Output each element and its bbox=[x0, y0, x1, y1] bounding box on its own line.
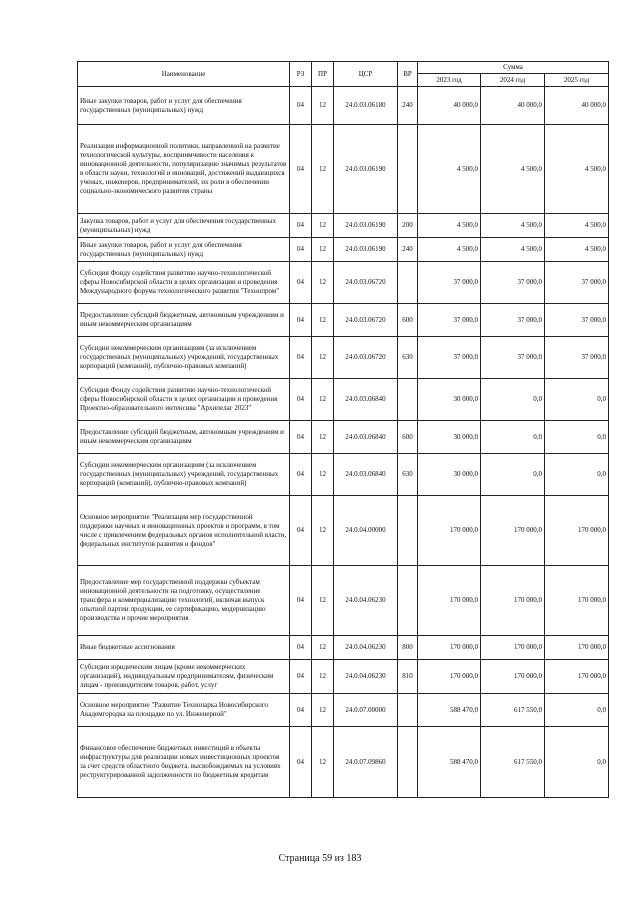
cell-rz: 04 bbox=[290, 379, 312, 421]
cell-vr: 810 bbox=[398, 660, 418, 694]
cell-2023: 30 000,0 bbox=[418, 454, 481, 496]
cell-2025: 0,0 bbox=[545, 421, 609, 454]
cell-rz: 04 bbox=[290, 125, 312, 214]
cell-csr: 24.0.03.06190 bbox=[334, 125, 398, 214]
cell-2025: 37 000,0 bbox=[545, 304, 609, 337]
cell-2024: 4 500,0 bbox=[481, 125, 545, 214]
cell-2023: 30 000,0 bbox=[418, 421, 481, 454]
cell-vr bbox=[398, 379, 418, 421]
cell-csr: 24.0.04.00000 bbox=[334, 496, 398, 566]
cell-2024: 40 000,0 bbox=[481, 87, 545, 125]
cell-csr: 24.0.03.06190 bbox=[334, 214, 398, 238]
cell-name: Иные закупки товаров, работ и услуг для обеспечения государственных (муниципальных) нужд bbox=[78, 87, 290, 125]
cell-name: Предоставление мер государственной поддержки субъектам инновационной деятельности на подготовку, осуществление трансфера и коммерциализацию технологий, включая выпуск опытной партии продукции, ее сертификацию, модернизацию производства и прочие мероприятия bbox=[78, 566, 290, 636]
header-pr: ПР bbox=[312, 62, 334, 87]
table-row bbox=[78, 238, 609, 262]
header-name: Наименование bbox=[78, 62, 290, 87]
cell-2023: 40 000,0 bbox=[418, 87, 481, 125]
cell-pr: 12 bbox=[312, 214, 334, 238]
cell-name: Предоставление субсидий бюджетным, автономным учреждениям и иным некоммерческим организациям bbox=[78, 421, 290, 454]
cell-2023: 170 000,0 bbox=[418, 660, 481, 694]
cell-vr bbox=[398, 727, 418, 798]
cell-vr bbox=[398, 694, 418, 727]
cell-csr: 24.0.07.00000 bbox=[334, 694, 398, 727]
cell-vr: 240 bbox=[398, 238, 418, 262]
cell-csr: 24.0.03.06840 bbox=[334, 421, 398, 454]
cell-2024: 4 500,0 bbox=[481, 238, 545, 262]
header-sum: Сумма bbox=[418, 62, 609, 74]
cell-vr: 200 bbox=[398, 214, 418, 238]
table-row bbox=[78, 421, 609, 454]
cell-csr: 24.0.03.06720 bbox=[334, 304, 398, 337]
cell-2025: 170 000,0 bbox=[545, 660, 609, 694]
cell-rz: 04 bbox=[290, 566, 312, 636]
table-row bbox=[78, 566, 609, 636]
cell-2025: 170 000,0 bbox=[545, 636, 609, 660]
cell-2024: 37 000,0 bbox=[481, 337, 545, 379]
cell-2023: 588 470,0 bbox=[418, 694, 481, 727]
cell-2023: 30 000,0 bbox=[418, 379, 481, 421]
cell-2023: 588 470,0 bbox=[418, 727, 481, 798]
table-row bbox=[78, 660, 609, 694]
cell-csr: 24.0.04.06230 bbox=[334, 566, 398, 636]
cell-2025: 37 000,0 bbox=[545, 262, 609, 304]
cell-pr: 12 bbox=[312, 454, 334, 496]
cell-csr: 24.0.03.06180 bbox=[334, 87, 398, 125]
cell-2023: 37 000,0 bbox=[418, 304, 481, 337]
cell-2023: 170 000,0 bbox=[418, 636, 481, 660]
cell-vr bbox=[398, 262, 418, 304]
cell-name: Иные бюджетные ассигнования bbox=[78, 636, 290, 660]
table-row bbox=[78, 454, 609, 496]
cell-2024: 617 550,0 bbox=[481, 727, 545, 798]
cell-name: Иные закупки товаров, работ и услуг для обеспечения государственных (муниципальных) нужд bbox=[78, 238, 290, 262]
table-row bbox=[78, 379, 609, 421]
cell-2025: 4 500,0 bbox=[545, 125, 609, 214]
cell-2023: 37 000,0 bbox=[418, 337, 481, 379]
table-row bbox=[78, 496, 609, 566]
header-vr: ВР bbox=[398, 62, 418, 87]
cell-2023: 170 000,0 bbox=[418, 566, 481, 636]
cell-pr: 12 bbox=[312, 262, 334, 304]
cell-vr: 600 bbox=[398, 421, 418, 454]
cell-rz: 04 bbox=[290, 337, 312, 379]
cell-vr: 800 bbox=[398, 636, 418, 660]
cell-2025: 170 000,0 bbox=[545, 496, 609, 566]
cell-vr bbox=[398, 566, 418, 636]
cell-2025: 40 000,0 bbox=[545, 87, 609, 125]
cell-name: Субсидии некоммерческим организациям (за исключением государственных (муниципальных) учреждений, государственных корпораций (компаний), публично-правовых компаний) bbox=[78, 454, 290, 496]
cell-pr: 12 bbox=[312, 566, 334, 636]
cell-pr: 12 bbox=[312, 304, 334, 337]
cell-name: Финансовое обеспечение бюджетных инвестиций в объекты инфраструктуры для реализации новых инвестиционных проектов за счет средств областного бюджета, высвобождаемых на условиях реструктурированной задолженности по бюджетным кредитам bbox=[78, 727, 290, 798]
cell-2025: 4 500,0 bbox=[545, 238, 609, 262]
cell-2024: 0,0 bbox=[481, 454, 545, 496]
page-number: Страница 59 из 183 bbox=[278, 853, 362, 864]
cell-rz: 04 bbox=[290, 238, 312, 262]
header-year-2023: 2023 год bbox=[418, 74, 481, 87]
cell-2024: 0,0 bbox=[481, 421, 545, 454]
header-year-2025: 2025 год bbox=[545, 74, 609, 87]
cell-rz: 04 bbox=[290, 454, 312, 496]
table-row bbox=[78, 262, 609, 304]
table-body bbox=[78, 87, 609, 798]
cell-2025: 0,0 bbox=[545, 379, 609, 421]
cell-csr: 24.0.03.06720 bbox=[334, 262, 398, 304]
cell-2024: 170 000,0 bbox=[481, 636, 545, 660]
cell-pr: 12 bbox=[312, 421, 334, 454]
table-row bbox=[78, 337, 609, 379]
cell-vr: 630 bbox=[398, 454, 418, 496]
cell-rz: 04 bbox=[290, 262, 312, 304]
cell-pr: 12 bbox=[312, 337, 334, 379]
cell-csr: 24.0.04.06230 bbox=[334, 636, 398, 660]
header-year-2024: 2024 год bbox=[481, 74, 545, 87]
cell-2024: 617 550,0 bbox=[481, 694, 545, 727]
cell-2024: 170 000,0 bbox=[481, 496, 545, 566]
cell-pr: 12 bbox=[312, 87, 334, 125]
cell-2025: 37 000,0 bbox=[545, 337, 609, 379]
table-row bbox=[78, 727, 609, 798]
table-row bbox=[78, 636, 609, 660]
cell-2024: 0,0 bbox=[481, 379, 545, 421]
cell-vr: 600 bbox=[398, 304, 418, 337]
cell-vr bbox=[398, 496, 418, 566]
cell-rz: 04 bbox=[290, 727, 312, 798]
cell-pr: 12 bbox=[312, 238, 334, 262]
cell-name: Закупка товаров, работ и услуг для обеспечения государственных (муниципальных) нужд bbox=[78, 214, 290, 238]
cell-csr: 24.0.03.06190 bbox=[334, 238, 398, 262]
cell-vr: 240 bbox=[398, 87, 418, 125]
cell-2023: 4 500,0 bbox=[418, 214, 481, 238]
cell-rz: 04 bbox=[290, 421, 312, 454]
cell-pr: 12 bbox=[312, 660, 334, 694]
cell-2025: 4 500,0 bbox=[545, 214, 609, 238]
cell-csr: 24.0.07.09860 bbox=[334, 727, 398, 798]
cell-pr: 12 bbox=[312, 125, 334, 214]
cell-2025: 170 000,0 bbox=[545, 566, 609, 636]
cell-pr: 12 bbox=[312, 636, 334, 660]
cell-2024: 37 000,0 bbox=[481, 262, 545, 304]
cell-2025: 0,0 bbox=[545, 454, 609, 496]
budget-table-container bbox=[77, 61, 608, 798]
cell-rz: 04 bbox=[290, 694, 312, 727]
cell-2023: 37 000,0 bbox=[418, 262, 481, 304]
cell-pr: 12 bbox=[312, 694, 334, 727]
cell-name: Субсидии некоммерческим организациям (за исключением государственных (муниципальных) учреждений, государственных корпораций (компаний), публично-правовых компаний) bbox=[78, 337, 290, 379]
cell-2025: 0,0 bbox=[545, 694, 609, 727]
cell-2023: 4 500,0 bbox=[418, 125, 481, 214]
cell-2023: 170 000,0 bbox=[418, 496, 481, 566]
cell-2024: 170 000,0 bbox=[481, 660, 545, 694]
cell-rz: 04 bbox=[290, 87, 312, 125]
header-rz: РЗ bbox=[290, 62, 312, 87]
cell-pr: 12 bbox=[312, 727, 334, 798]
cell-2024: 170 000,0 bbox=[481, 566, 545, 636]
cell-name: Предоставление субсидий бюджетным, автономным учреждениям и иным некоммерческим организациям bbox=[78, 304, 290, 337]
cell-rz: 04 bbox=[290, 214, 312, 238]
budget-table bbox=[77, 61, 609, 798]
cell-2025: 0,0 bbox=[545, 727, 609, 798]
cell-csr: 24.0.03.06840 bbox=[334, 454, 398, 496]
cell-2024: 37 000,0 bbox=[481, 304, 545, 337]
cell-2023: 4 500,0 bbox=[418, 238, 481, 262]
cell-rz: 04 bbox=[290, 660, 312, 694]
cell-csr: 24.0.03.06720 bbox=[334, 337, 398, 379]
cell-rz: 04 bbox=[290, 496, 312, 566]
cell-pr: 12 bbox=[312, 496, 334, 566]
cell-pr: 12 bbox=[312, 379, 334, 421]
cell-rz: 04 bbox=[290, 304, 312, 337]
cell-vr: 630 bbox=[398, 337, 418, 379]
table-row bbox=[78, 214, 609, 238]
table-row bbox=[78, 694, 609, 727]
cell-csr: 24.0.04.06230 bbox=[334, 660, 398, 694]
cell-rz: 04 bbox=[290, 636, 312, 660]
table-row bbox=[78, 125, 609, 214]
cell-2024: 4 500,0 bbox=[481, 214, 545, 238]
cell-name: Реализация информационной политики, направленной на развитие технологической культуры, восприимчивости населения к инновационной деятельности, популяризацию значимых результатов в области науки, технологий и инноваций, достижений выдающихся ученых, инженеров, предпринимателей, их роли в обеспечении социально-экономического развития страны bbox=[78, 125, 290, 214]
header-csr: ЦСР bbox=[334, 62, 398, 87]
cell-vr bbox=[398, 125, 418, 214]
cell-name: Основное мероприятие "Развитие Технопарка Новосибирского Академгородка на площадке по ул. Инженерной" bbox=[78, 694, 290, 727]
cell-name: Основное мероприятие "Реализация мер государственной поддержки научных и инновационных проектов и программ, в том числе с привлечением федеральных органов исполнительной власти, федеральных институтов развития и фондов" bbox=[78, 496, 290, 566]
cell-name: Субсидия Фонду содействия развитию научно-технологической сферы Новосибирской области в целях организации и проведения Проектно-образовательного интенсива "Архипелаг 2023" bbox=[78, 379, 290, 421]
cell-csr: 24.0.03.06840 bbox=[334, 379, 398, 421]
cell-name: Субсидии юридическим лицам (кроме некоммерческих организаций), индивидуальным предпринимателям, физическим лицам - производителям товаров, работ, услуг bbox=[78, 660, 290, 694]
table-row bbox=[78, 87, 609, 125]
table-row bbox=[78, 304, 609, 337]
cell-name: Субсидия Фонду содействия развитию научно-технологической сферы Новосибирской области в целях организации и проведения Международного форума технологического развития "Технопром" bbox=[78, 262, 290, 304]
